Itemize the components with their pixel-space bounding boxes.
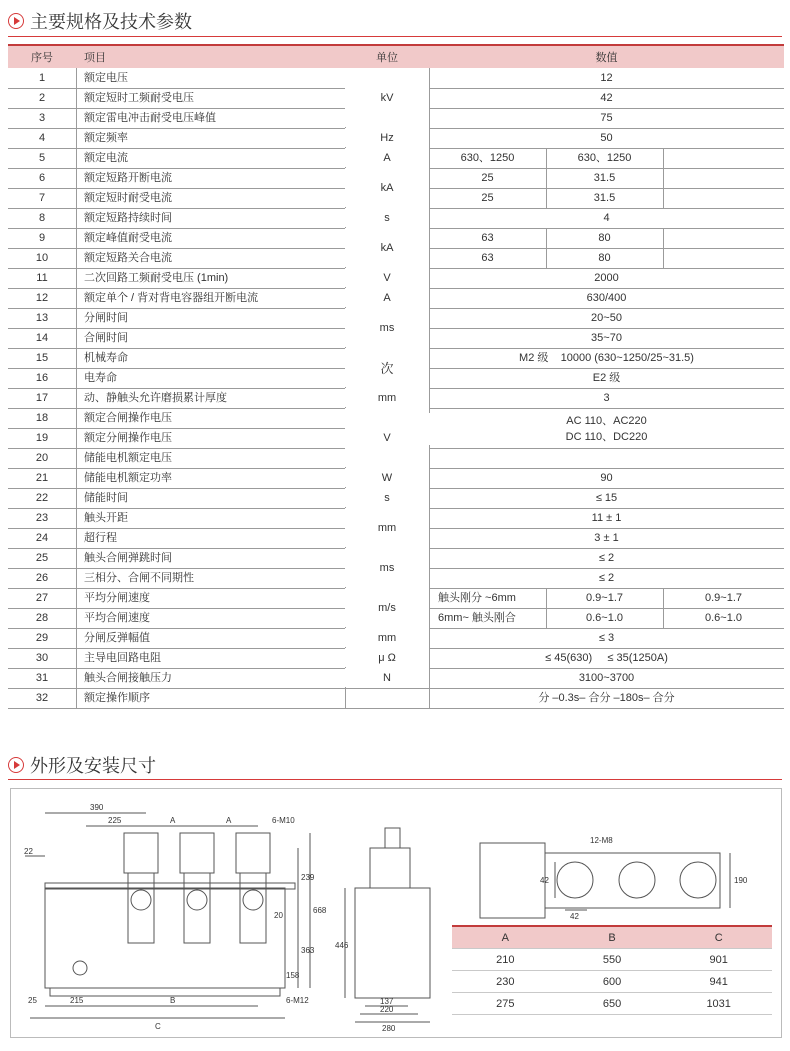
row-item: 触头合闸接触压力 [84,672,172,684]
unit-cell: s [345,208,429,227]
dimensions-cell: 210 [496,953,515,966]
row-item: 储能时间 [84,492,128,504]
top-terminal [619,862,655,898]
row-number: 7 [38,192,46,204]
unit-cell: μ Ω [345,648,429,667]
value-cell: 0.6~1.0 [704,612,742,624]
row-number: 9 [38,232,46,244]
value-cell: 3 ± 1 [594,532,619,544]
dim-label: 220 [380,1005,394,1014]
dimensions-table [452,925,772,1015]
dim-label: 137 [380,997,394,1006]
dim-label: 6-M12 [286,996,309,1005]
row-number: 27 [35,592,49,604]
dim-label: 6-M10 [272,816,295,825]
value-cell: 630/400 [586,292,627,304]
value-cell: 25 [481,192,494,204]
pole-terminal [243,890,263,910]
row-item: 触头开距 [84,512,128,524]
value-cell: DC 110、DC220 [429,429,784,445]
unit-cell: kA [345,168,429,207]
dimensions-cell: 230 [496,975,515,988]
row-number: 2 [38,92,46,104]
value-cell: 630、1250 [460,152,515,164]
dimensions-cell: 600 [602,975,622,988]
row-number: 19 [35,432,49,444]
row-item: 额定合闸操作电压 [84,412,172,424]
dims-section-title: 外形及安装尺寸 [30,756,156,776]
table-row [452,993,772,1015]
value-cell: 35~70 [591,332,622,344]
top-terminal [680,862,716,898]
row-number: 8 [38,212,46,224]
pole-top [124,833,158,873]
unit-cell: V [345,268,429,287]
value-cell: 20~50 [591,312,622,324]
row-item: 电寿命 [84,372,117,384]
header-item: 项目 [84,52,106,64]
dim-label: B [170,996,176,1005]
dim-label: 363 [301,946,315,955]
table-row [452,949,772,971]
row-number: 16 [35,372,49,384]
dim-label: 20 [274,911,283,920]
row-item: 额定电流 [84,152,128,164]
row-number: 30 [35,652,49,664]
chassis [50,988,280,996]
row-item: 分闸反弹幅值 [84,632,150,644]
dimensions-cell: 1031 [706,997,731,1010]
row-number: 11 [36,272,48,284]
dim-label: 446 [335,941,349,950]
row-number: 31 [35,672,49,684]
dim-label: C [155,1022,161,1031]
row-item: 额定频率 [84,132,128,144]
row-number: 21 [35,472,49,484]
row-number: 17 [35,392,49,404]
row-number: 28 [35,612,49,624]
unit-cell: ms [345,548,429,587]
dimensions-cell: 550 [602,953,622,966]
value-cell: ≤ 3 [598,632,615,644]
row-item: 额定短时耐受电流 [84,192,172,204]
dim-label: 280 [382,1024,396,1033]
dim-label: 668 [313,906,327,915]
unit-cell: mm [345,508,429,547]
dim-label: 158 [286,971,300,980]
value-cell: 分 –0.3s– 合分 –180s– 合分 [538,692,675,704]
row-item: 额定分闸操作电压 [84,432,172,444]
top-plate [545,853,720,908]
unit-cell: 次 [345,348,429,387]
row-number: 29 [35,632,49,644]
value-divider [663,228,664,268]
value-cell: ≤ 2 [598,572,615,584]
dimensions-cell: 275 [496,997,515,1010]
row-item: 额定短路关合电流 [84,252,172,264]
row-number: 32 [35,692,49,704]
value-cell: 0.9~1.7 [704,592,742,604]
value-cell: 63 [481,232,494,244]
unit-cell: W [345,468,429,487]
row-item: 额定雷电冲击耐受电压峰值 [84,112,216,124]
unit-cell: kV [345,68,429,127]
row-number: 3 [38,112,46,124]
value-cell: 90 [600,472,613,484]
header-no: 序号 [31,52,53,64]
dimensions-header-row [452,925,772,949]
spec-table-body [8,68,784,708]
col-divider [76,68,77,708]
unit-cell: kA [345,228,429,267]
front-knob [73,961,87,975]
breaker-body-side [355,888,430,998]
row-number: 26 [35,572,49,584]
section-divider [8,779,782,780]
value-cell: 42 [600,92,613,104]
pole-terminal [131,890,151,910]
row-item: 动、静触头允许磨损累计厚度 [84,392,227,404]
row-item: 额定短路开断电流 [84,172,172,184]
specs-section-header [8,8,192,34]
row-item: 额定操作顺序 [84,692,150,704]
value-cell: 50 [600,132,613,144]
row-item: 触头合闸弹跳时间 [84,552,172,564]
row-number: 24 [35,532,49,544]
specs-section-title: 主要规格及技术参数 [30,12,192,32]
section-divider [8,36,782,37]
value-cell: ≤ 45(630) ≤ 35(1250A) [545,652,668,664]
top-terminal [557,862,593,898]
spec-table-header [8,44,784,68]
side-pole [370,848,410,888]
row-item: 额定单个 / 背对背电容器组开断电流 [84,292,259,304]
dim-label: 239 [301,873,315,882]
row-item: 额定电压 [84,72,128,84]
value-cell: 630、1250 [577,152,632,164]
value-cell: 3 [603,392,610,404]
row-number: 20 [35,452,49,464]
row-item: 超行程 [84,532,117,544]
dim-label: 42 [570,912,579,921]
unit-cell: mm [345,628,429,647]
unit-cell: m/s [345,588,429,627]
dim-label: 215 [70,996,84,1005]
arrow-circle-icon [8,13,24,29]
unit-cell: s [345,488,429,507]
row-number: 5 [38,152,46,164]
row-number: 12 [35,292,49,304]
arrow-circle-icon [8,757,24,773]
value-cell: 80 [598,252,611,264]
value-cell: 80 [598,232,611,244]
value-cell: 3100~3700 [578,672,635,684]
pole-top [236,833,270,873]
dimensions-cell: 650 [602,997,622,1010]
row-item: 额定短时工频耐受电压 [84,92,194,104]
unit-cell: mm [345,388,429,407]
side-terminal [385,828,400,848]
row-item: 平均合闸速度 [84,612,150,624]
row-number: 25 [35,552,49,564]
value-cell: 31.5 [593,172,616,184]
row-number: 18 [35,412,49,424]
value-divider [663,148,664,208]
row-item: 储能电机额定功率 [84,472,172,484]
dimensions-header: C [714,931,723,944]
value-cell: 4 [603,212,610,224]
row-number: 22 [35,492,49,504]
pole-top [180,833,214,873]
header-value: 数值 [595,52,618,64]
row-item: 分闸时间 [84,312,128,324]
row-item: 平均分闸速度 [84,592,150,604]
row-item: 三相分、合闸不同期性 [84,572,194,584]
row-number: 15 [35,352,49,364]
value-cell: 12 [600,72,613,84]
value-cell: ≤ 15 [595,492,618,504]
breaker-body-front [45,888,285,988]
row-item: 机械寿命 [84,352,128,364]
unit-cell: N [345,668,429,687]
dimensions-header: B [608,931,616,944]
row-number: 14 [35,332,49,344]
unit-cell: A [345,148,429,167]
dim-label: 22 [24,847,33,856]
dims-section-header [8,752,156,778]
value-cell: 75 [600,112,613,124]
value-cell: 31.5 [593,192,616,204]
row-item: 二次回路工频耐受电压 (1min) [84,272,229,284]
dimensions-cell: 901 [709,953,728,966]
value-cell: AC 110、AC220 [429,413,784,429]
row-item: 储能电机额定电压 [84,452,172,464]
row-item: 额定短路持续时间 [84,212,172,224]
value-cell: 0.6~1.0 [585,612,623,624]
row-number: 6 [38,172,46,184]
row-item: 主导电回路电阻 [84,652,161,664]
dimensions-header: A [501,931,509,944]
dim-label: A [170,816,176,825]
value-cell: 11 ± 1 [591,512,622,524]
dim-label: 42 [540,876,549,885]
dimensions-cell: 941 [709,975,728,988]
value-cell: 触头刚分 ~6mm [438,592,516,604]
value-cell: 2000 [594,272,619,284]
unit-cell: Hz [345,128,429,147]
dim-label: 390 [90,803,104,812]
dim-label: 225 [108,816,122,825]
value-cell: ≤ 2 [598,552,615,564]
row-number: 1 [38,72,46,84]
row-item: 合闸时间 [84,332,128,344]
unit-cell: A [345,288,429,307]
dim-label: A [226,816,232,825]
row-item: 额定峰值耐受电流 [84,232,172,244]
row-number: 13 [35,312,49,324]
header-unit: 单位 [376,52,398,64]
unit-cell: V [345,408,429,467]
value-cell: M2 级 10000 (630~1250/25~31.5) [519,352,694,364]
value-cell: 63 [481,252,494,264]
value-cell: 0.9~1.7 [585,592,623,604]
table-row [452,971,772,993]
value-cell: 6mm~ 触头刚合 [438,612,516,624]
pole-terminal [187,890,207,910]
row-number: 10 [35,252,49,264]
dim-label: 12-M8 [590,836,613,845]
dim-label: 190 [734,876,748,885]
spec-table [8,44,784,708]
dim-label: 25 [28,996,37,1005]
unit-cell: ms [345,308,429,347]
value-cell: E2 级 [592,372,621,384]
breaker-body-top [480,843,545,918]
row-number: 23 [35,512,49,524]
row-number: 4 [38,132,46,144]
value-cell: 25 [481,172,494,184]
